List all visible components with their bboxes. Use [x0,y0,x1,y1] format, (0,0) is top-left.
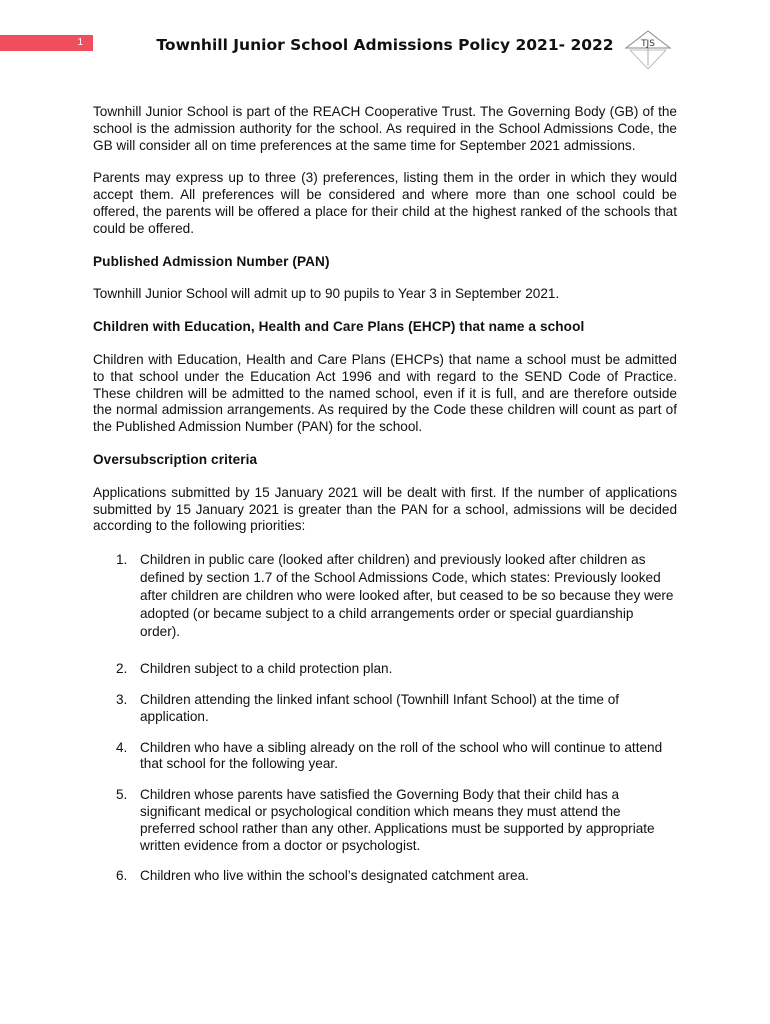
intro-paragraph: Townhill Junior School is part of the REACH Cooperative Trust. The Governing Body (GB) of the school is the admission authority for the school. As required in the School Admissions Code, the GB will consider all on time preferences at the same time for September 2021 admissions. [93,104,677,153]
list-item-number: 3. [116,691,128,707]
school-logo [621,28,675,72]
list-item-number: 2. [116,661,128,677]
list-item [93,740,677,774]
list-item-number: 1. [116,552,128,568]
list-item-text: Children attending the linked infant school (Townhill Infant School) at the time of application. [140,691,620,724]
list-item [93,787,677,854]
page-number-badge: 1 [0,35,93,51]
pan-paragraph: Townhill Junior School will admit up to 90 pupils to Year 3 in September 2021. [93,286,560,302]
ehcp-heading: Children with Education, Health and Care Plans (EHCP) that name a school [93,319,585,335]
list-item-number: 6. [116,868,128,884]
priority-list [93,551,677,885]
list-item-number: 5. [116,787,128,803]
list-item-text: Children in public care (looked after children) and previously looked after children as defined by section 1.7 of the School Admissions Code, which states: Previously looked after children are children who were looked after, but ceased to be so because they were adopted (or became subject to a child arrangements order or special guardianship order). [140,552,674,640]
list-item [93,692,677,726]
preferences-paragraph: Parents may express up to three (3) preferences, listing them in the order in which they would accept them. All preferences will be considered and where more than one school could be offered, the parents will be offered a place for their child at the highest ranked of the schools that could be offered. [93,170,677,236]
list-item-text: Children whose parents have satisfied the Governing Body that their child has a significant medical or psychological condition which means they must attend the preferred school rather than any other. Applications must be supported by appropriate written evidence from a doctor or psychologist. [140,787,655,853]
oversubscription-heading: Oversubscription criteria [93,451,258,467]
ehcp-paragraph: Children with Education, Health and Care Plans (EHCPs) that name a school must be admitted to that school under the Education Act 1996 and with regard to the SEND Code of Practice. These children will be admitted to the named school, even if it is full, and are therefore outside the normal admission arrangements. As required by the Code these children will count as part of the Published Admission Number (PAN) for the school. [93,351,677,435]
oversubscription-paragraph: Applications submitted by 15 January 2021 will be dealt with first. If the number of applications submitted by 15 January 2021 is greater than the PAN for a school, admissions will be decided according to the following priorities: [93,484,677,534]
list-item-text: Children who live within the school’s designated catchment area. [140,868,529,884]
list-item [93,661,677,678]
document-body [93,104,677,899]
list-item-text: Children subject to a child protection plan. [140,661,393,677]
list-item [93,868,677,885]
logo-lettering: TJS [641,39,655,49]
list-item [93,551,677,641]
pan-heading: Published Admission Number (PAN) [93,253,330,269]
list-item-text: Children who have a sibling already on the roll of the school who will continue to attend that school for the following year. [140,739,663,772]
document-title: Townhill Junior School Admissions Policy 2021- 2022 [156,36,614,54]
list-item-number: 4. [116,739,128,755]
